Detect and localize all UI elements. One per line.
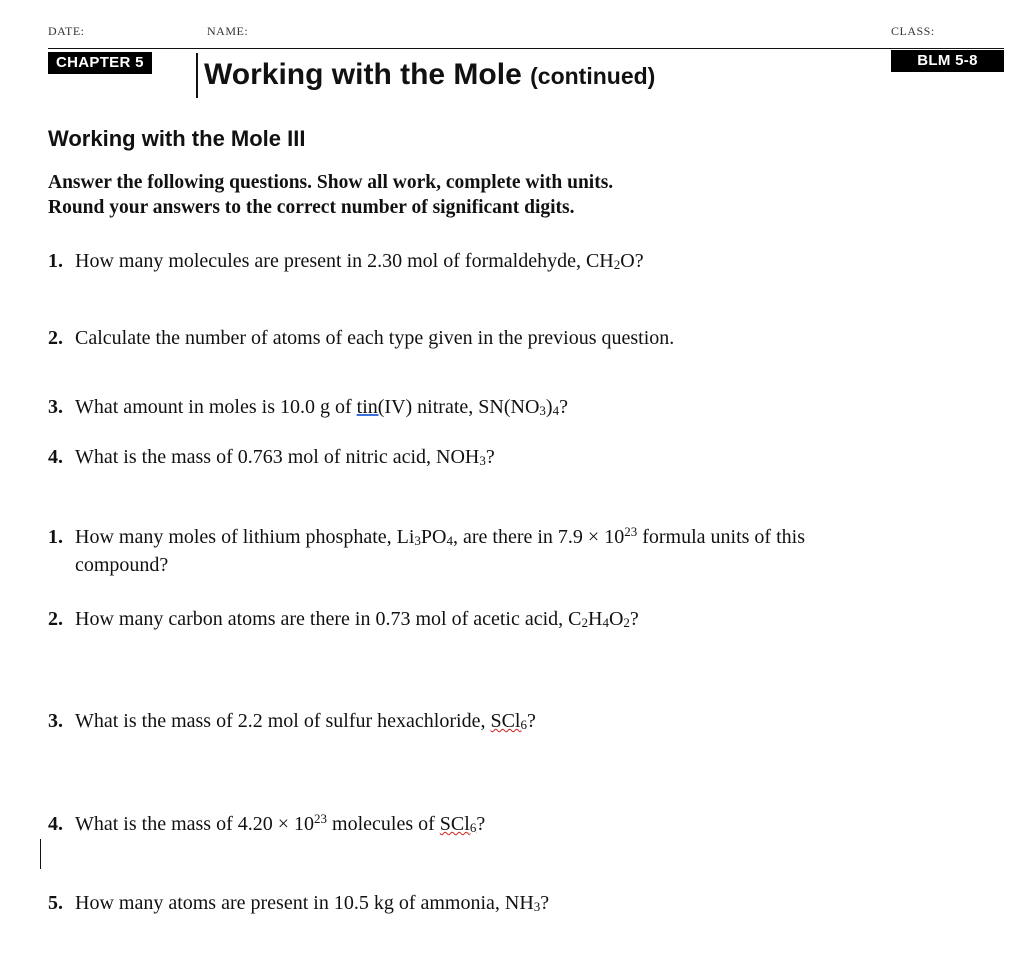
title-sub: (continued) [530, 63, 656, 89]
question-4b: 4. What is the mass of $4.20 \times 10^{23}$ molecules of SCl$_6$? [48, 810, 486, 835]
question-3b: 3. What is the mass of 2.2 mol of sulfur hexachloride, SCl$_6$? [48, 710, 536, 732]
question-1a: 1. How many molecules are present in 2.30 mol of formaldehyde, $CH_2O$? [48, 250, 644, 272]
instruction-line-1: Answer the following questions. Show all work, complete with units. [48, 172, 614, 193]
date-label: DATE: [48, 24, 85, 38]
header-rule [48, 48, 1004, 49]
spellcheck-word[interactable]: SCl$_6$ [439, 813, 477, 835]
chapter-tag: CHAPTER 5 [48, 52, 152, 74]
blm-tag: BLM 5-8 [891, 50, 1004, 72]
section-heading: Working with the Mole III [48, 126, 306, 151]
question-2b: 2. How many carbon atoms are there in 0.73 mol of acetic acid, $C_2H_4O_2$? [48, 608, 639, 630]
question-4a: 4. What is the mass of 0.763 mol of nitric acid, $NOH_3$? [48, 446, 495, 468]
spellcheck-word[interactable]: SCl$_6$ [490, 710, 527, 732]
class-label: CLASS: [891, 24, 935, 38]
title-main: Working with the Mole [204, 58, 522, 91]
spellcheck-link[interactable]: tin( [356, 396, 385, 418]
question-1b: 1. How many moles of lithium phosphate, $Li_3PO_4$, are there in $7.9 \times 10^{23}$ formula units of this compound? [48, 523, 805, 576]
question-3a: 3. What amount in moles is 10.0 g of tin(IV) nitrate, $SN(NO_3)_4$? [48, 396, 568, 418]
text-cursor [40, 839, 41, 869]
question-5b: 5. How many atoms are present in 10.5 kg of ammonia, $NH_3$? [48, 892, 550, 914]
page-title [196, 53, 655, 98]
instruction-line-2: Round your answers to the correct number of significant digits. [48, 197, 575, 218]
question-2a: 2. Calculate the number of atoms of each type given in the previous question. [48, 327, 675, 349]
name-label: NAME: [207, 24, 249, 38]
